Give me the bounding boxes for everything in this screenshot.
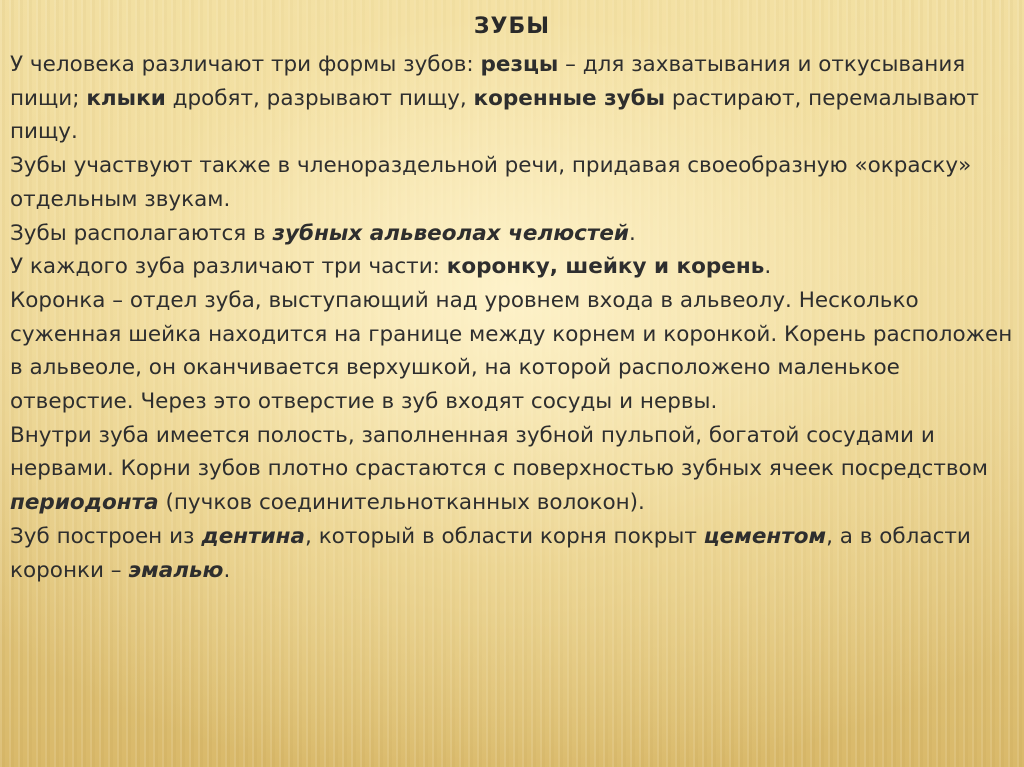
term-molars: коренные зубы (473, 85, 666, 111)
term-periodontium: периодонта (10, 490, 159, 516)
paragraph-pulp (10, 419, 1016, 520)
term-incisors: резцы (480, 52, 559, 77)
text-run: Зубы участвуют также в членораздельной речи, придавая своеобразную «окраску» отдельным звукам. (10, 153, 972, 212)
text-run: (пучков соединительнотканных волокон). (158, 490, 645, 516)
paragraph-tooth-parts (10, 250, 1016, 284)
text-run: . (764, 254, 772, 280)
paragraph-tooth-forms (10, 48, 1016, 149)
term-cement: цементом (703, 523, 827, 549)
text-run: , а в области коронки – (10, 523, 971, 583)
text-run: – для захватывания и откусывания пищи; (10, 52, 966, 111)
text-run: , который в области корня покрыт (305, 523, 704, 549)
text-run: Зубы располагаются в (10, 220, 273, 246)
text-run: У каждого зуба различают три части: (10, 254, 447, 280)
paragraph-speech (10, 149, 1016, 216)
text-run: растирают, перемалывают пищу. (10, 85, 979, 145)
paragraph-alveoli (10, 217, 1016, 251)
term-alveoli: зубных альвеолах челюстей (272, 220, 629, 246)
text-run: . (223, 557, 231, 583)
paragraph-structure (10, 520, 1016, 587)
term-canines: клыки (86, 85, 166, 111)
text-run: дробят, разрывают пищу, (165, 85, 474, 111)
text-run: Коронка – отдел зуба, выступающий над уровнем входа в альвеолу. Несколько суженная шейка находится на границе между корнем и коронкой. Корень расположен в альвеоле, он оканчивается верхушкой, на которой расположено маленькое отверстие. Через это отверстие в зуб входят сосуды и нервы. (10, 287, 1013, 415)
slide-title: ЗУБЫ (473, 14, 551, 39)
text-run: . (628, 220, 636, 246)
paragraph-crown-root (10, 284, 1016, 419)
slide-body (10, 48, 1016, 587)
text-run: Зуб построен из (10, 523, 202, 549)
text-run: У человека различают три формы зубов: (10, 52, 481, 77)
term-dentin: дентина (201, 523, 306, 549)
text-run: Внутри зуба имеется полость, заполненная зубной пульпой, богатой сосудами и нервами. Корни зубов плотно срастаются с поверхностью зубных ячеек посредством (10, 422, 988, 482)
term-tooth-parts: коронку, шейку и корень (446, 254, 765, 280)
term-enamel: эмалью (128, 557, 224, 583)
